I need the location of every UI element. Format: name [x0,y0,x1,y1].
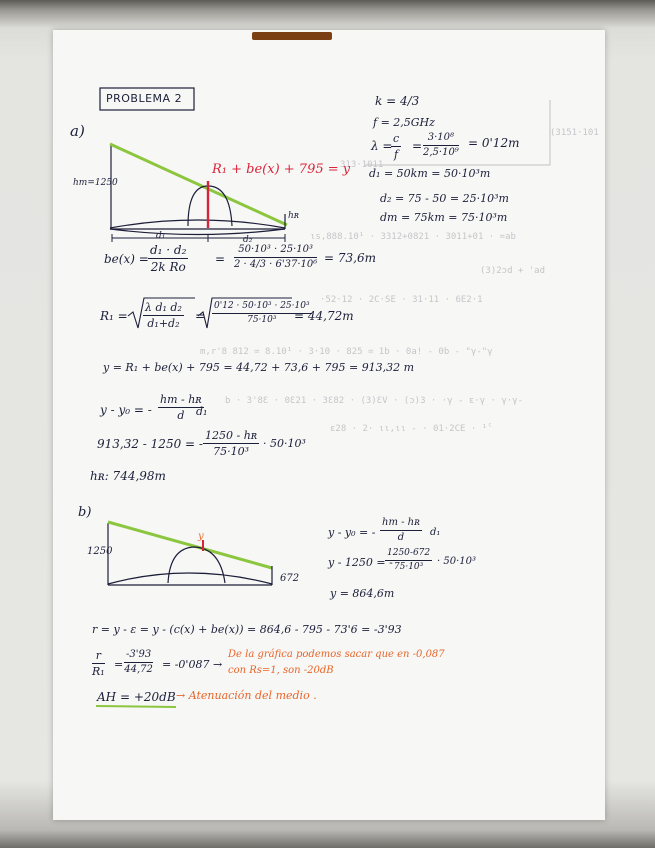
be-result: = 73,6m [324,251,376,265]
hr-result: hʀ: 744,98m [90,469,166,483]
lambda-frac-2: $\frac{\text{3·10⁸}}{\text{2,5·10⁹}}$ [423,132,459,158]
bleed-through: ιs,888.10¹ · 3312+0821 · 3011+01 · =ab [310,232,516,242]
bleed-through: 313·1011 [340,160,384,170]
diagram-hr-label: hʀ [288,211,300,221]
ratio-eq: = [114,658,124,671]
bleed-through: ɛ28 · 2· ιι,ιι - · 01·2CE · ¹ˁ [330,424,493,434]
b-y-sub-rhs: · 50·10³ [437,556,476,567]
graph-note-line2: con Rs=1, son -20dB [228,665,334,676]
b-y-formula-lhs: y - y₀ = - [328,526,376,539]
r-equation: r = y - ε = y - (c(x) + be(x)) = 864,6 - 795 - 73'6 = -3'93 [92,623,402,636]
fresnel-lower [110,229,285,235]
line-of-sight-b [108,522,272,568]
b-y-formula-rhs: d₁ [430,527,441,538]
y-formula-frac: hт - hʀ d [160,393,202,422]
be-lhs: be(x) = [104,252,149,266]
earth-bulge [110,220,285,228]
ah-underline [96,706,176,707]
part-b-label: b) [78,505,92,520]
diagram-ht-label: hт=1250 [73,178,118,188]
y-formula-rhs: d₁ [196,405,208,418]
r1-eq: = [195,309,206,323]
bleed-through: ·52·12 · 2C·SE · 31·11 · 6E2·1 [320,295,483,305]
be-frac-1: $\frac{\text{d₁ · d₂}}{\text{2k Ro}}$ [150,243,187,274]
b-y-result: y = 864,6m [330,587,395,600]
diagram-b-hr: 672 [280,573,300,584]
attenuation-result: AH = +20dB [97,690,176,704]
be-eq: = [215,252,226,266]
lambda-frac-1: $\frac{c}{f}$ [393,132,400,161]
line-of-sight [110,144,287,225]
b-y-sub-frac: $\frac{1250-672}{\text{75·10³}}$ [387,548,431,572]
diagram-a [110,144,287,242]
y-sub-lhs: 913,32 - 1250 = - [97,437,203,451]
part-a-label: a) [70,122,85,140]
attenuation-note: → Atenuación del medio . [176,689,317,702]
given-d2: d₂ = 75 - 50 = 25·10³m [380,192,509,205]
lambda-lhs: λ = [371,139,393,153]
ratio-result: = -0'087 → [162,658,223,671]
given-k: k = 4/3 [375,94,420,108]
r1-lhs: R₁ = [100,309,128,323]
given-d1: d₁ = 50km = 50·10³m [369,167,491,180]
diagram-b [108,522,272,585]
page-title: PROBLEMA 2 [106,92,183,105]
earth-bulge-b [108,573,272,584]
r1-result: = 44,72m [294,309,354,323]
graph-note-line1: De la gráfica podemos sacar que en -0,087 [228,649,445,660]
bleed-through: m,r'8 812 = 8.10¹ · 3·10 · 825 = 1b · 0a! - 0b - "γ-"γ [200,347,493,357]
ratio-frac-2: $\frac{-3'93}{44,72}$ [124,649,153,675]
y-formula-lhs: y - y₀ = - [100,403,152,417]
b-y-formula-frac: hт - hʀ d [382,517,420,543]
y-sub-rhs: · 50·10³ [263,437,306,450]
ratio-frac-1: $\frac{r}{\text{R₁}}$ [92,649,105,678]
bleed-through: (3)2ɔd + 'ad [480,266,546,276]
diagram-d1-label: d₁ [156,231,166,241]
y-equation: y = R₁ + be(x) + 795 = 44,72 + 73,6 + 795 = 913,32 m [103,361,415,374]
bleed-through: (3151·101 [550,128,599,138]
be-frac-2: $\frac{\text{50·10³ · 25·10³}}{\text{2 · 4/3 · 6'37·10⁶}}$ [234,244,318,270]
b-y-sub-lhs: y - 1250 = - [328,556,393,569]
lambda-eq: = [412,139,423,153]
bleed-through: b · 3'8Ɛ · 0Ɛ21 · 3Ɛ82 · (3)ƐV · (ɔ)3 · ·γ - ɛ·γ · γ·γ- [225,396,524,406]
y-sub-frac: $\frac{\text{1250 - hʀ}}{\text{75·10³}}$ [205,429,258,458]
diagram-d2-label: d₂ [243,235,253,245]
diagram-b-y: y [198,531,204,542]
given-f: f = 2,5GHz [373,116,435,129]
diagram-equation: R₁ + be(x) + 795 = y [212,162,351,177]
given-dt: dт = 75km = 75·10³m [380,211,508,224]
r1-frac-1: $\frac{\text{λ d₁ d₂}}{\text{d₁+d₂}}$ [145,301,182,330]
diagram-b-ht: 1250 [87,546,113,557]
lambda-result: = 0'12m [468,136,520,150]
r1-frac-2: $\frac{\text{0'12 · 50·10³ · 25·10³}}{\text{75·10³}}$ [214,301,310,325]
